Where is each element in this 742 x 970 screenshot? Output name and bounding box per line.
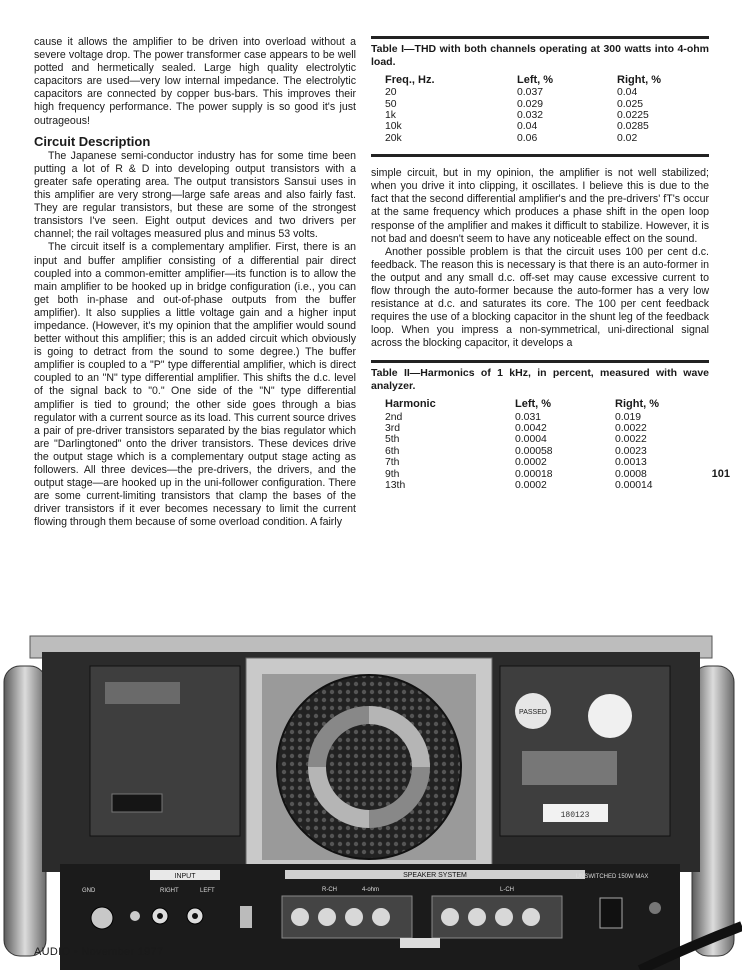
serial-label: 180123 — [560, 811, 590, 820]
page-footer: AUDIO • November 1977 — [34, 946, 164, 958]
table-row — [385, 457, 659, 468]
table-cell: 0.025 — [617, 98, 644, 110]
table-row — [385, 99, 661, 110]
table-row — [385, 434, 659, 445]
table-row — [385, 412, 659, 423]
table-cell: 0.04 — [517, 121, 538, 133]
table-cell: 0.032 — [517, 109, 544, 121]
table-row — [385, 423, 659, 434]
table-row — [385, 121, 661, 132]
table-title: Table I—THD with both channels operating at 300 watts into 4-ohm load. — [371, 43, 709, 68]
lch-label: L-CH — [500, 887, 515, 893]
body-paragraph: The circuit itself is a complementary amplifier. First, there is an input and buffer amplifier consisting of a differential pair direct coupled into a common-emitter amplifier—its function is to allow the main amplifier to be hooked up in bridge configuration (i.e., you can get both in-phase and out-of-phase outputs from the buffer amplifier). It also supplies a little voltage gain and a higher input impedance. (However, it's my opinion that the amplifier would sound better without this amplifier; this is an added circuit which obviously is going to detract from the sound to some degree.) The buffer amplifier is coupled to a "P" type differential amplifier, which is direct coupled to an "N" type differential amplifier. This shifts the d.c. level of the signal back to "0." One side of the "N" type differential amplifier is tied to ground; the other side goes through a bias regulator with a current source as its load. This current source drives a pair of pre-driver transistors separated by the bias regulator which are "Darlingtoned" onto the driver transistors. These devices drive the output stage which is a complementary output stage acting as followers. All three devices—the pre-drivers, the drivers, and the output stage—are hooked up in the uni-follower configuration. There are some current-limiting transistors that clamp the bases of the driver transistors if it ever becomes necessary to limit the current flowing through them because of some overload condition. A fairly — [34, 241, 356, 529]
table-cell: 0.04 — [617, 87, 638, 99]
table-row — [385, 446, 659, 457]
body-paragraph: simple circuit, but in my opinion, the amplifier is not well stabilized; when you drive it into clipping, it oscillates. I believe this is due to the fact that the second differential amplifier's and the pre-drivers' fT's occur at the same frequency which produces a phase shift in the open loop response of the amplifier and makes it difficult to stabilize. However, it is not bad and doesn't seem to have any noticeable effect on the sound. — [371, 167, 709, 245]
right-input-label: RIGHT — [160, 888, 179, 894]
table-row — [385, 110, 661, 121]
table-cell: 6th — [385, 445, 400, 457]
table-row — [385, 480, 659, 491]
thd-table — [371, 36, 709, 157]
table-cell: 3rd — [385, 422, 401, 434]
table-cell: 0.0285 — [617, 121, 649, 133]
table-cell: 10k — [385, 121, 402, 133]
body-paragraph: cause it allows the amplifier to be driven into overload without a severe voltage drop. The power transformer case appears to be well potted and hermetically sealed. Large high quality electrolytic capacitors are used—very low internal impedance. The electrolytic capacitors are connected by copper bus-bars. This improves their high frequency performance. The power supply is so good it's just outrageous! — [34, 36, 356, 127]
table-cell: 50 — [385, 98, 397, 110]
input-label: INPUT — [174, 873, 196, 880]
table-cell: 0.0008 — [615, 468, 647, 480]
table-cell: 0.0022 — [615, 434, 647, 446]
table-cell: 0.00058 — [515, 445, 553, 457]
table-cell: 0.0013 — [615, 457, 647, 469]
table-cell: 0.06 — [517, 132, 538, 144]
cooling-fan — [277, 675, 461, 859]
table-header: Right, % — [615, 398, 659, 411]
table-cell: 0.0002 — [515, 479, 547, 491]
table-row — [385, 133, 661, 144]
right-column — [371, 36, 709, 511]
table-cell: 0.0022 — [615, 422, 647, 434]
table-cell: 0.0042 — [515, 422, 547, 434]
table-cell: 0.0225 — [617, 109, 649, 121]
table-cell: 1k — [385, 109, 396, 121]
table-cell: 0.0002 — [515, 457, 547, 469]
table-cell: 9th — [385, 468, 400, 480]
table-header: Left, % — [517, 74, 554, 86]
gnd-label: GND — [82, 888, 96, 894]
amplifier-rear-panel-photo — [0, 616, 742, 970]
left-input-label: LEFT — [200, 888, 215, 894]
speaker-system-label: SPEAKER SYSTEM — [403, 872, 467, 879]
table-cell: 0.0004 — [515, 434, 547, 446]
table-row — [385, 87, 661, 98]
table-cell: 0.019 — [615, 411, 642, 423]
table-cell: 0.031 — [515, 411, 542, 423]
table-row — [385, 469, 659, 480]
body-paragraph: Another possible problem is that the circuit uses 100 per cent d.c. feedback. The reason this is necessary is that there is an auto-former in the output and any small d.c. off-set may cause excessive current to flow through the auto-former because the auto-former has a very low resistance at d.c. and saturates its core. The 100 per cent feedback requires the use of a blocking capacitor in the shunt leg of the feedback loop. When you impress a non-symmetrical, uni-directional signal across the blocking capacitor, it develops a — [371, 245, 709, 350]
rch-label: R-CH — [322, 887, 337, 893]
table-cell: 2nd — [385, 411, 403, 423]
thd-data-table — [385, 74, 661, 144]
ohm-label: 4-ohm — [362, 887, 380, 893]
table-cell: 5th — [385, 434, 400, 446]
table-cell: 7th — [385, 457, 400, 469]
left-rack-handle — [4, 666, 46, 956]
section-heading: Circuit Description — [34, 133, 151, 149]
table-cell: 0.02 — [617, 132, 638, 144]
table-cell: 20 — [385, 87, 397, 99]
page-number: 101 — [711, 468, 730, 480]
table-cell: 0.029 — [517, 98, 544, 110]
table-header: Freq., Hz. — [385, 74, 435, 86]
table-cell: 0.037 — [517, 87, 544, 99]
table-title: Table II—Harmonics of 1 kHz, in percent, measured with wave analyzer. — [371, 367, 709, 393]
table-cell: 13th — [385, 479, 406, 491]
body-paragraph: The Japanese semi-conductor industry has for some time been putting a lot of R & D into developing output transistors with a greater safe operating area. The output transistors Sansui uses in this amplifier are very strong—large safe areas and also fairly fast. They are regular transistors, but these are some of the strongest transistors I've seen. Eight output devices and two drivers per channel; the rail voltages measured plus and minus 53 volts. — [34, 149, 356, 241]
table-header: Right, % — [617, 74, 661, 86]
table-cell: 0.00014 — [615, 479, 653, 491]
table-header: Left, % — [515, 398, 552, 411]
left-column — [34, 36, 356, 529]
harmonics-table — [371, 360, 709, 501]
table-cell: 0.0023 — [615, 445, 647, 457]
table-header: Harmonic — [385, 398, 436, 411]
table-cell: 20k — [385, 132, 402, 144]
unswitched-outlet-label: UNSWITCHED 150W MAX — [575, 874, 649, 880]
harmonics-data-table — [385, 398, 659, 491]
passed-text: PASSED — [519, 709, 547, 716]
table-cell: 0.00018 — [515, 468, 553, 480]
